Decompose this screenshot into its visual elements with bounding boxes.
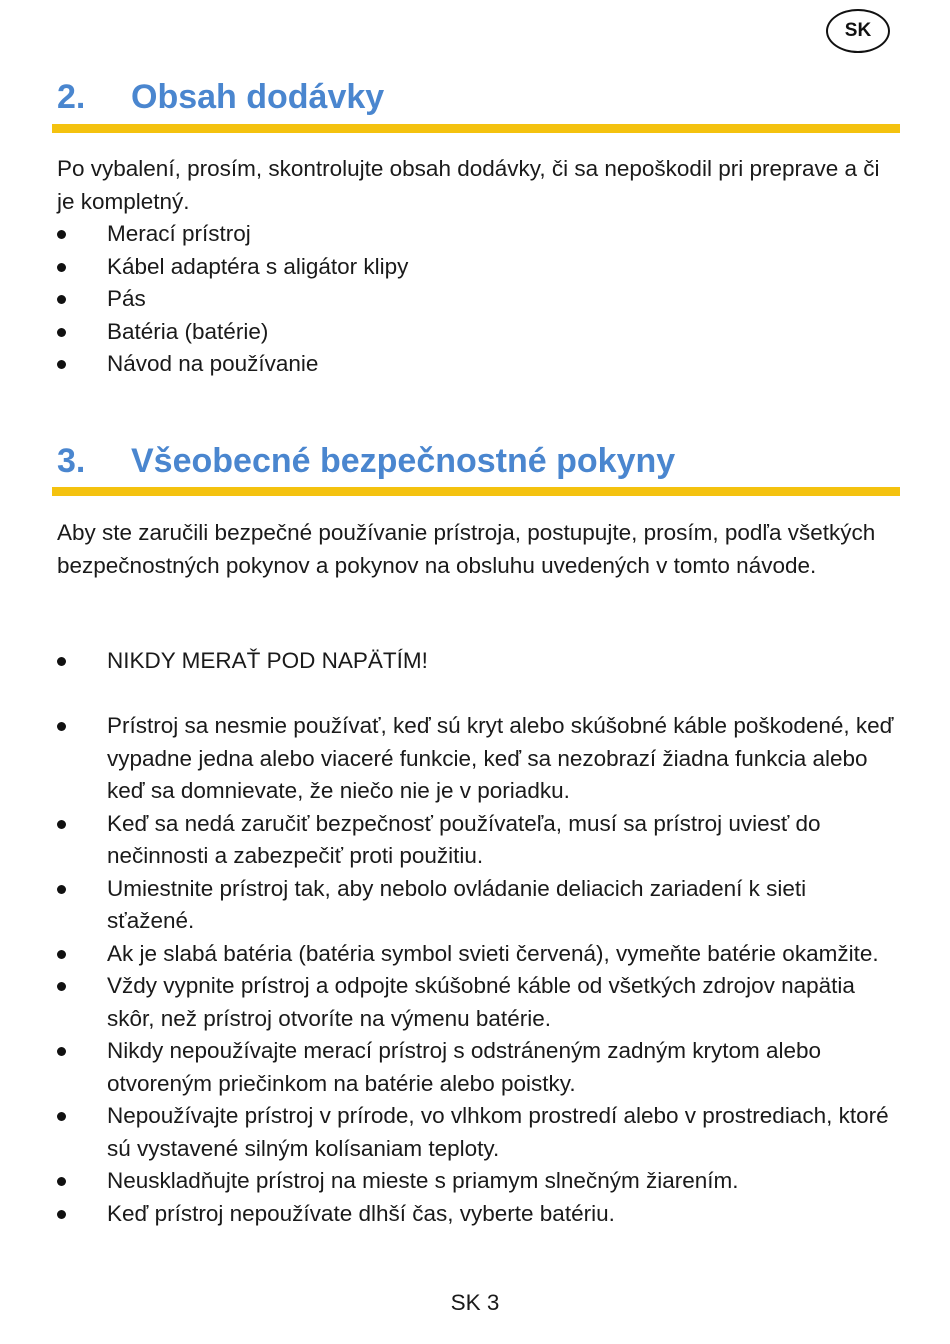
bullet-icon [57, 1112, 66, 1121]
list-item: Merací prístroj [57, 218, 897, 251]
bullet-icon [57, 263, 66, 272]
section-2-intro: Po vybalení, prosím, skontrolujte obsah dodávky, či sa nepoškodil pri preprave a či je kompletný. [57, 156, 880, 214]
list-item: Kábel adaptéra s aligátor klipy [57, 251, 897, 284]
bullet-icon [57, 722, 66, 731]
list-item: Keď sa nedá zaručiť bezpečnosť používateľa, musí sa prístroj uviesť do nečinnosti a zabezpečiť proti použitiu. [57, 808, 897, 873]
page-number: SK 3 [450, 1290, 500, 1315]
list-item: Nikdy nepoužívajte merací prístroj s odstráneným zadným krytom alebo otvoreným priečinkom na batérie alebo poistky. [57, 1035, 897, 1100]
section-3-intro: Aby ste zaručili bezpečné používanie prístroja, postupujte, prosím, podľa všetkých bezpečnostných pokynov a pokynov na obsluhu uvedených v tomto návode. [57, 520, 876, 578]
section-2-heading [57, 75, 898, 119]
list-item: Neuskladňujte prístroj na mieste s priamym slnečným žiarením. [57, 1165, 897, 1198]
list-item: Keď prístroj nepoužívate dlhší čas, vyberte batériu. [57, 1198, 897, 1231]
delivery-contents-list [57, 218, 897, 381]
list-item: Umiestnite prístroj tak, aby nebolo ovládanie deliacich zariadení k sieti sťažené. [57, 873, 897, 938]
list-item: Nepoužívajte prístroj v prírode, vo vlhkom prostredí alebo v prostrediach, ktoré sú vystavené silným kolísaniam teploty. [57, 1100, 897, 1165]
bullet-icon [57, 328, 66, 337]
list-item: Ak je slabá batéria (batéria symbol svieti červená), vymeňte batérie okamžite. [57, 938, 897, 971]
bullet-icon [57, 1210, 66, 1219]
bullet-icon [57, 360, 66, 369]
list-item [57, 645, 897, 678]
section-3-number: 3. [57, 442, 86, 480]
bullet-icon [57, 295, 66, 304]
bullet-icon [57, 230, 66, 239]
list-item: Prístroj sa nesmie používať, keď sú kryt alebo skúšobné káble poškodené, keď vypadne jedna alebo viaceré funkcie, keď sa nezobrazí žiadna funkcia alebo keď sa domnievate, že niečo nie je v poriadku. [57, 710, 897, 808]
bullet-icon [57, 885, 66, 894]
section-3-divider [52, 487, 900, 496]
list-item: Pás [57, 283, 897, 316]
safety-instructions-list [57, 710, 897, 1230]
bullet-icon [57, 820, 66, 829]
list-item: Batéria (batérie) [57, 316, 897, 349]
section-2-title: Obsah dodávky [131, 78, 385, 116]
section-3-heading [57, 439, 898, 483]
list-item: Návod na používanie [57, 348, 897, 381]
warning-text: NIKDY MERAŤ POD NAPÄTÍM! [107, 648, 428, 673]
section-2-number: 2. [57, 78, 86, 116]
language-badge: SK [826, 9, 890, 53]
section-3-title: Všeobecné bezpečnostné pokyny [131, 442, 676, 480]
list-item: Vždy vypnite prístroj a odpojte skúšobné káble od všetkých zdrojov napätia skôr, než prístroj otvoríte na výmenu batérie. [57, 970, 897, 1035]
bullet-icon [57, 982, 66, 991]
bullet-icon [57, 657, 66, 666]
section-2-divider [52, 124, 900, 133]
bullet-icon [57, 950, 66, 959]
bullet-icon [57, 1177, 66, 1186]
warning-list [57, 645, 897, 678]
bullet-icon [57, 1047, 66, 1056]
